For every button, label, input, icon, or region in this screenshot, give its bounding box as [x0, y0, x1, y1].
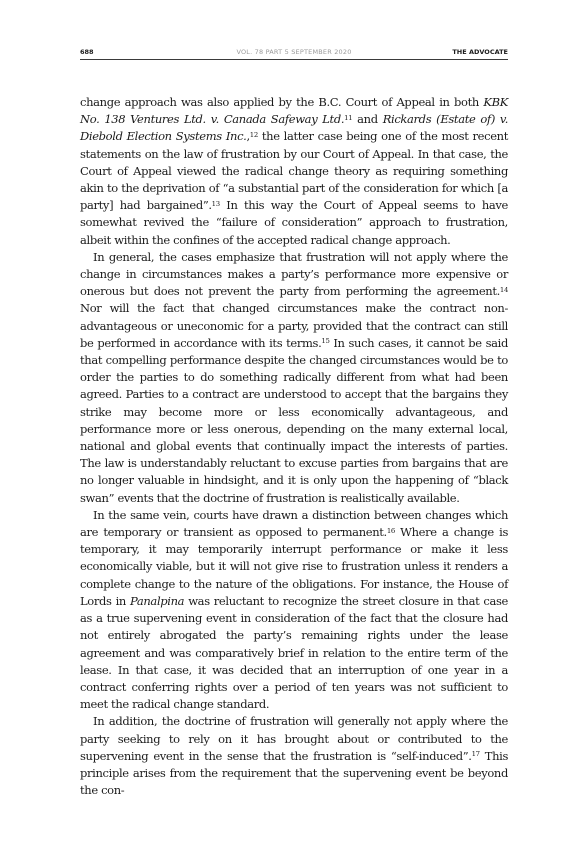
text-run: Nor will the fact that changed circumstances make the contract non-advantageous or uneconomic for a party, provided that the contract can still be performed in accordance with its terms. — [80, 301, 508, 350]
text-run: In general, the cases emphasize that frustration will not apply where the change in circumstances makes a party’s performance more expensive or onerous but does not prevent the party from performing the agreement. — [80, 249, 508, 299]
text-run: change approach was also applied by the B.C. Court of Appeal in both — [80, 95, 484, 109]
case-name: Panalpina — [130, 593, 185, 608]
footnote-ref: 14 — [499, 285, 508, 294]
article-body — [80, 94, 508, 799]
text-run: In such cases, it cannot be said that compelling performance despite the changed circumstances would be to order the parties to do something radically different from what had been agreed. Parties to a contract are understood to accept that the bargains they strike may become more or less economically advantageous, and performance more or less onerous, depending on the many external local, national and global events that continually impact the interests of parties. The law is understandably reluctant to excuse parties from bargains that are no longer valuable in hindsight, and it is only upon the happening of “black swan” events that the doctrine of frustration is realistically available. — [80, 335, 508, 505]
page-number: 688 — [80, 48, 94, 56]
running-header — [80, 45, 508, 59]
issue-info: VOL. 78 PART 5 SEPTEMBER 2020 — [236, 48, 352, 56]
paragraph — [80, 249, 508, 507]
footnote-ref: 13 — [211, 199, 220, 208]
text-run: In addition, the doctrine of frustration will generally not apply where the party seeking to rely on it has brought about or contributed to the supervening event in the sense that the frustration is “self-induced”. — [80, 714, 508, 763]
header-rule — [80, 59, 508, 60]
paragraph — [80, 507, 508, 713]
text-run: , — [246, 129, 250, 144]
footnote-ref: 12 — [249, 130, 258, 139]
text-run: In this way the Court of Appeal seems to have somewhat revived the “failure of consideration” approach to frustration, albeit within the confines of the accepted radical change approach. — [80, 198, 508, 247]
case-name: KBK No. 138 Ventures Ltd. v. Canada Safeway Ltd. — [80, 95, 508, 127]
paragraph — [80, 94, 508, 249]
text-run: This principle arises from the requirement that the supervening event be beyond the con- — [80, 748, 509, 798]
case-name: Rickards (Estate of) v. Diebold Election Systems Inc. — [80, 112, 508, 144]
footnote-ref: 17 — [471, 750, 480, 759]
footnote-ref: 11 — [344, 113, 353, 122]
footnote-ref: 15 — [321, 337, 330, 346]
text-run: In the same vein, courts have drawn a distinction between changes which are temporary or transient as opposed to permanent. — [80, 507, 508, 540]
text-run: the latter case being one of the most recent statements on the law of frustration by our Court of Appeal. In that case, the Court of Appeal viewed the radical change theory as requiring something akin to the deprivation of “a substantial part of the consideration for which [a party] had bargained”. — [80, 129, 508, 213]
text-run: was reluctant to recognize the street closure in that case as a true supervening event in consideration of the fact that the closure had not entirely abrogated the party’s remaining rights under the lease agreement and was comparatively brief in relation to the entire term of the lease. In that case, it was decided that an interruption of one year in a contract conferring rights over a period of ten years was not sufficient to meet the radical change standard. — [80, 593, 508, 712]
text-run: Where a change is temporary, it may temporarily interrupt performance or make it less economically viable, but it will not give rise to frustration unless it renders a complete change to the nature of the obligations. For instance, the House of Lords in — [80, 525, 509, 608]
journal-title: THE ADVOCATE — [452, 48, 508, 56]
footnote-ref: 16 — [386, 526, 395, 535]
text-run: and — [352, 112, 383, 127]
paragraph — [80, 713, 508, 799]
